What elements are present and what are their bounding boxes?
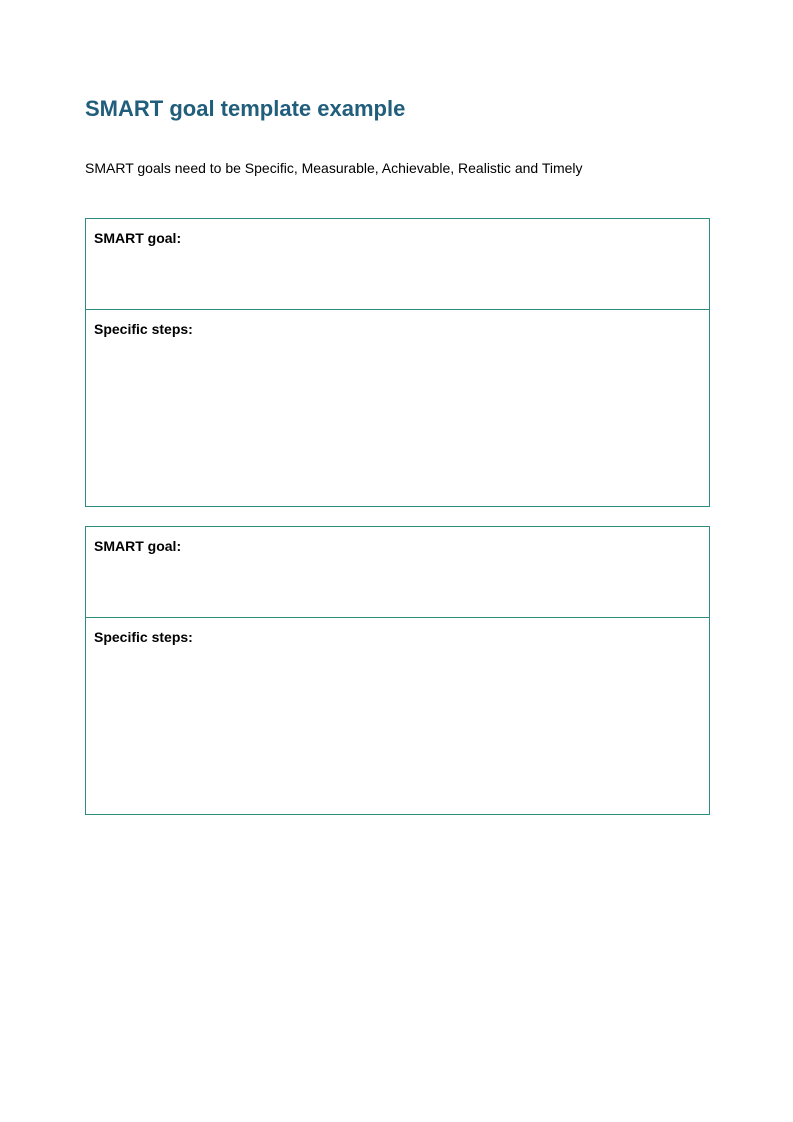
smart-goal-cell-1[interactable] bbox=[86, 219, 709, 310]
specific-steps-entry-area[interactable] bbox=[94, 650, 701, 808]
specific-steps-entry-area[interactable] bbox=[94, 342, 701, 500]
intro-text: SMART goals need to be Specific, Measurable, Achievable, Realistic and Timely bbox=[85, 160, 583, 176]
specific-steps-label: Specific steps: bbox=[94, 321, 193, 337]
goal-table-2 bbox=[85, 526, 710, 815]
page-title: SMART goal template example bbox=[85, 96, 406, 121]
smart-goal-label: SMART goal: bbox=[94, 538, 182, 554]
specific-steps-label: Specific steps: bbox=[94, 629, 193, 645]
specific-steps-cell-1[interactable] bbox=[86, 310, 709, 506]
smart-goal-entry-area[interactable] bbox=[94, 251, 701, 303]
goal-table-1 bbox=[85, 218, 710, 507]
smart-goal-label: SMART goal: bbox=[94, 230, 182, 246]
smart-goal-entry-area[interactable] bbox=[94, 559, 701, 611]
specific-steps-cell-2[interactable] bbox=[86, 618, 709, 814]
smart-goal-cell-2[interactable] bbox=[86, 527, 709, 618]
